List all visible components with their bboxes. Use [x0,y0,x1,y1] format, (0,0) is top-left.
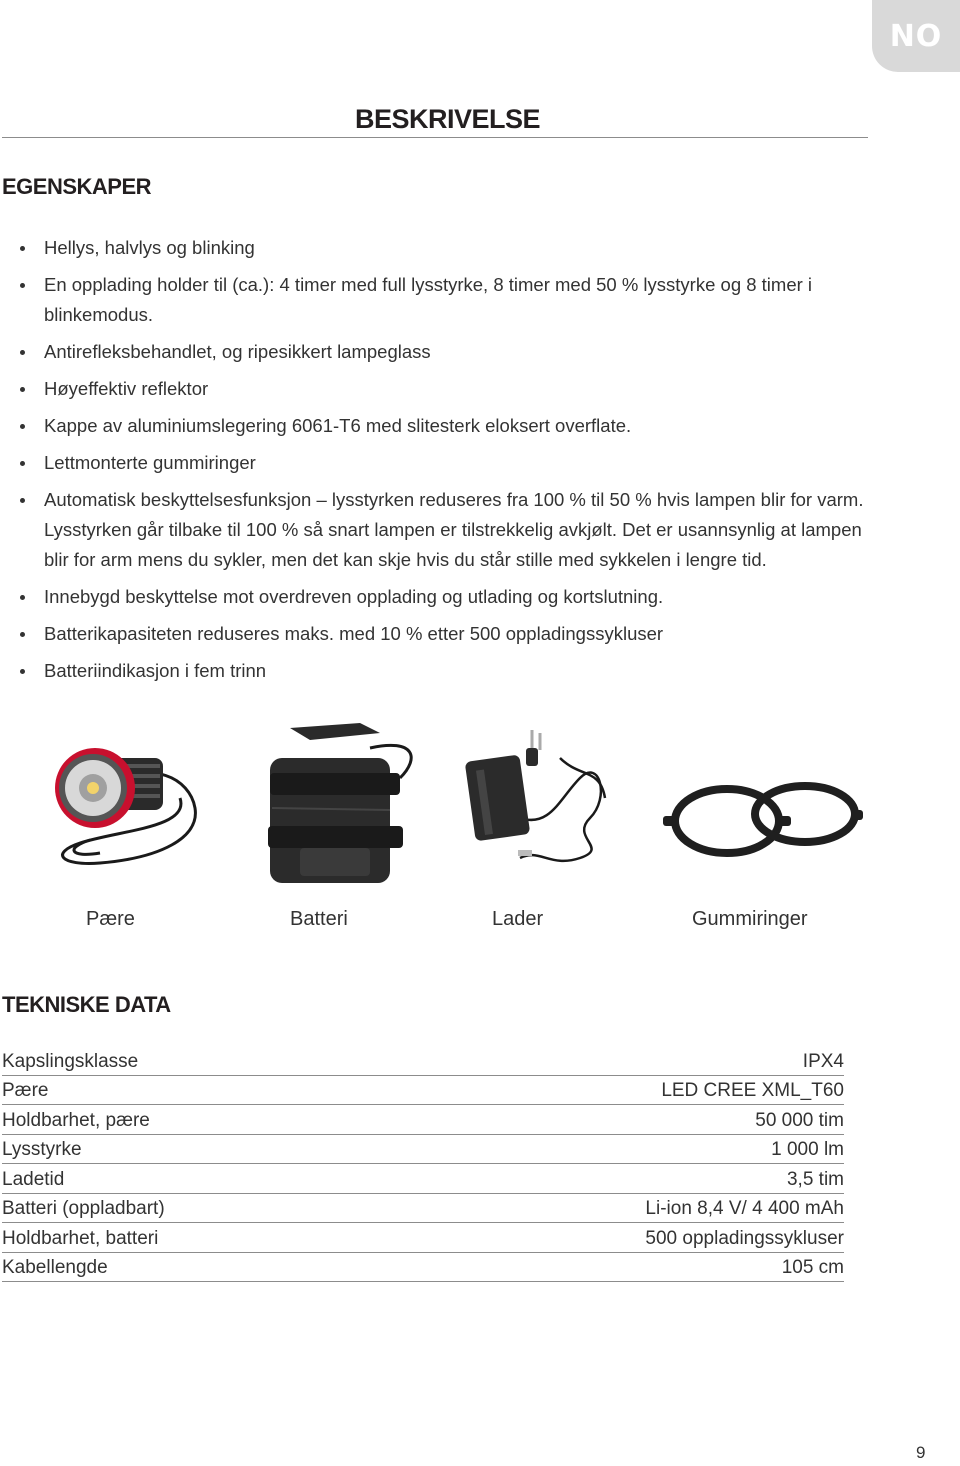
list-item: Automatisk beskyttelsesfunksjon – lysstyrken reduseres fra 100 % til 50 % hvis lampen blir for varm. Lysstyrken går tilbake til 100 % så snart lampen er tilstrekkelig avkjølt. Det er usannsynlig at lampen blir for arm mens du sykler, men det kan skje hvis du står stille med sykkelen i lengre tid. [0,485,880,575]
table-row [2,1046,844,1075]
spec-label: Ladetid [2,1164,381,1194]
charger-icon [460,718,640,893]
bulb-lamp-icon [40,718,220,888]
list-item: Lettmonterte gummiringer [0,448,880,478]
spec-label: Batteri (oppladbart) [2,1193,381,1223]
table-row [2,1223,844,1253]
list-item: Hellys, halvlys og blinking [0,233,880,263]
spec-value: 105 cm [381,1252,844,1282]
spec-value: Li-ion 8,4 V/ 4 400 mAh [381,1193,844,1223]
spec-label: Holdbarhet, batteri [2,1223,381,1253]
page-number: 9 [916,1443,926,1462]
spec-label: Kapslingsklasse [2,1046,381,1075]
spec-value: 500 oppladingssykluser [381,1223,844,1253]
features-heading: EGENSKAPER [2,174,152,199]
spec-label: Lysstyrke [2,1134,381,1164]
list-item: En opplading holder til (ca.): 4 timer med full lysstyrke, 8 timer med 50 % lysstyrke og 8 timer i blinkemodus. [0,270,880,330]
table-row [2,1134,844,1164]
title-divider [2,137,868,138]
list-item: Høyeffektiv reflektor [0,374,880,404]
battery-pack-icon [250,718,430,893]
table-row [2,1075,844,1105]
spec-value: LED CREE XML_T60 [381,1075,844,1105]
product-battery [250,718,430,948]
product-charger [460,718,640,948]
product-rubber-rings [655,718,865,948]
spec-label: Holdbarhet, pære [2,1105,381,1135]
list-item: Innebygd beskyttelse mot overdreven opplading og utlading og kortslutning. [0,582,880,612]
spec-value: 1 000 lm [381,1134,844,1164]
spec-value: 50 000 tim [381,1105,844,1135]
spec-value: IPX4 [381,1046,844,1075]
product-bulb [40,718,220,948]
table-row [2,1164,844,1194]
list-item: Kappe av aluminiumslegering 6061-T6 med slitesterk eloksert overflate. [0,411,880,441]
spec-label: Kabellengde [2,1252,381,1282]
product-contents [0,718,880,958]
language-tab: NO [872,0,960,72]
product-label-bulb: Pære [86,908,135,930]
table-row [2,1193,844,1223]
rubber-rings-icon [655,718,865,888]
tech-data-table [2,1046,844,1282]
spec-label: Pære [2,1075,381,1105]
product-label-charger: Lader [492,908,544,930]
list-item: Batterikapasiteten reduseres maks. med 10 % etter 500 oppladingssykluser [0,619,880,649]
spec-value: 3,5 tim [381,1164,844,1194]
table-row [2,1105,844,1135]
feature-list [0,233,880,693]
product-label-battery: Batteri [290,908,348,930]
product-label-rubber-rings: Gummiringer [692,908,808,930]
page-title: BESKRIVELSE [355,104,541,134]
tech-heading: TEKNISKE DATA [2,992,171,1017]
list-item: Antirefleksbehandlet, og ripesikkert lampeglass [0,337,880,367]
table-row [2,1252,844,1282]
list-item: Batteriindikasjon i fem trinn [0,656,880,686]
